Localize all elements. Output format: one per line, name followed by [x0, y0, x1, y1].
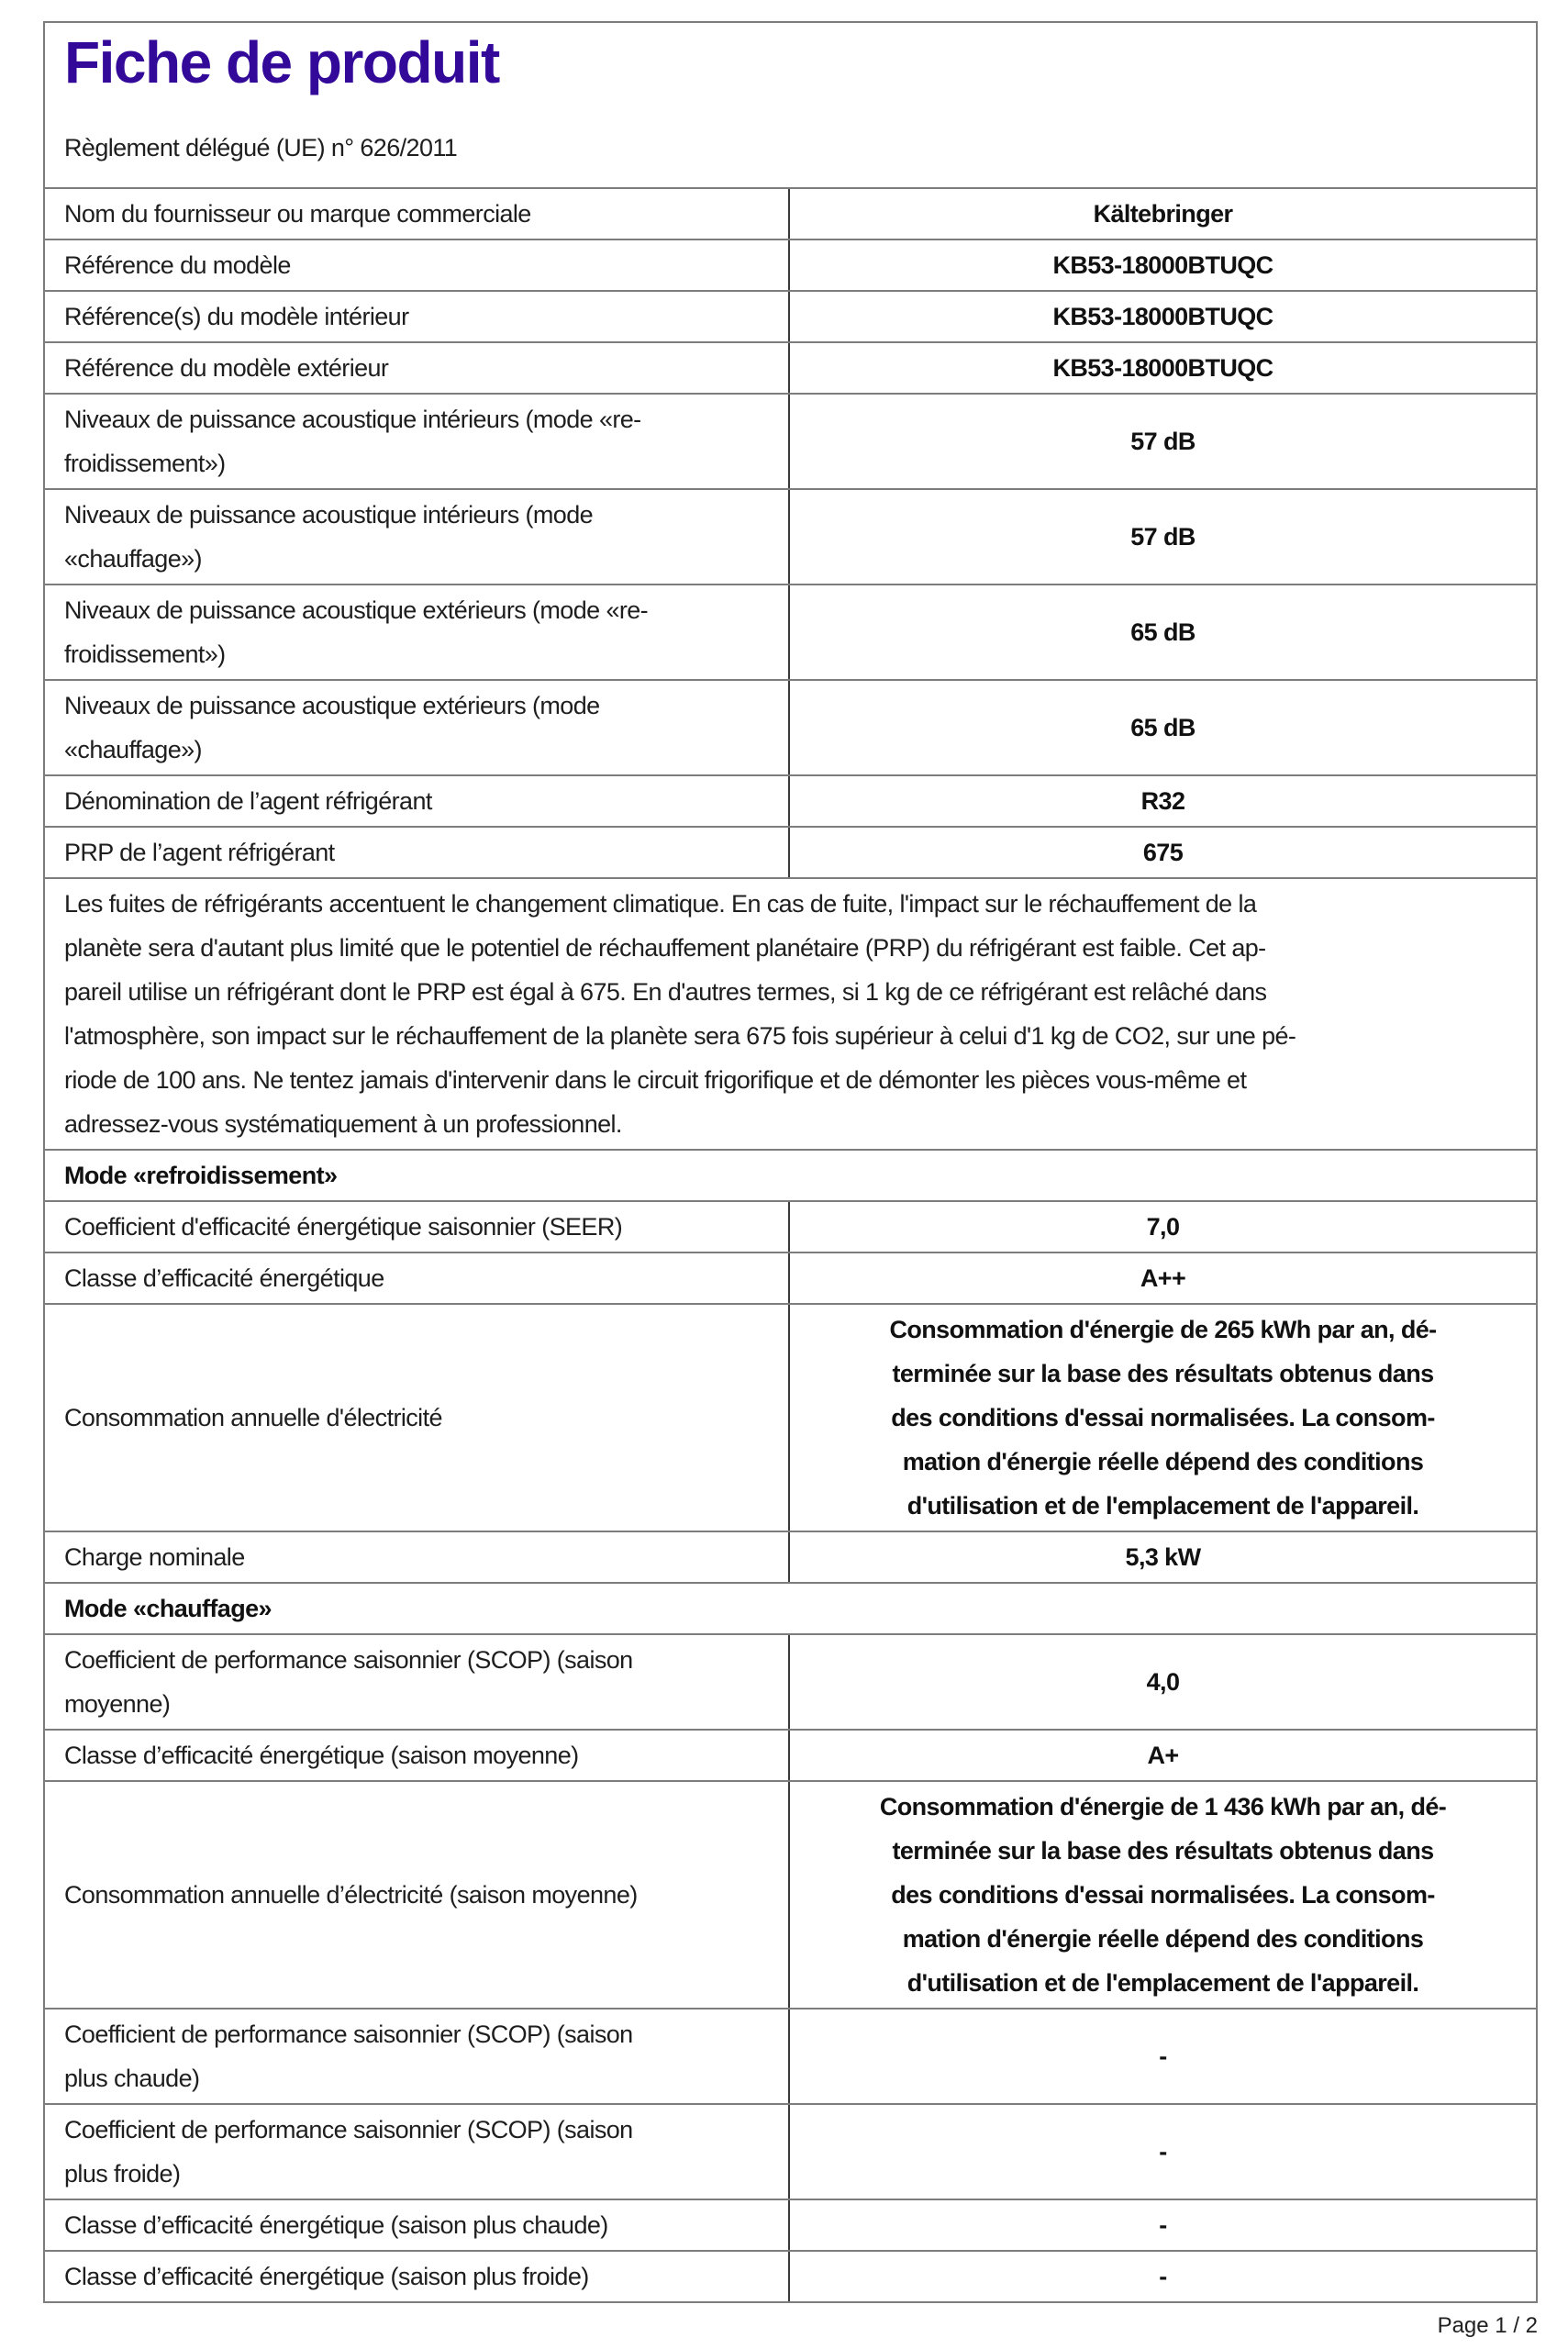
label-scop-warmer: Coefficient de performance saisonnier (SCOP) (saison plus chaude)	[45, 2009, 790, 2103]
label-refrigerant-name: Dénomination de l’agent réfrigérant	[45, 776, 790, 826]
label-cooling-annual-consumption: Consommation annuelle d'électricité	[45, 1305, 790, 1531]
row-indoor-model	[45, 290, 1536, 341]
row-rated-capacity	[45, 1531, 1536, 1582]
label-heating-annual-consumption: Consommation annuelle d’électricité (saison moyenne)	[45, 1782, 790, 2008]
value-cooling-annual-consumption: Consommation d'énergie de 265 kWh par an, dé- terminée sur la base des résultats obtenus dans des conditions d'essai normalisées. La consom- mation d'énergie réelle dépend des conditions d'utilisation et de l'emplacement de l'appareil.	[889, 1316, 1437, 1520]
row-refrigerant-notice	[45, 877, 1536, 1149]
row-model-reference	[45, 239, 1536, 290]
value-indoor-sound-cooling: 57 dB	[1130, 428, 1195, 455]
label-seer: Coefficient d'efficacité énergétique saisonnier (SEER)	[45, 1202, 790, 1252]
page-title: Fiche de produit	[64, 29, 499, 95]
row-outdoor-sound-heating	[45, 679, 1536, 774]
section-heading-cooling	[45, 1149, 1536, 1200]
row-scop-average	[45, 1633, 1536, 1729]
value-cooling-energy-class: A++	[1140, 1264, 1186, 1292]
value-supplier: Kältebringer	[1093, 200, 1233, 228]
value-outdoor-model: KB53-18000BTUQC	[1052, 354, 1273, 382]
value-refrigerant-gwp: 675	[1142, 839, 1184, 866]
row-seer	[45, 1200, 1536, 1252]
title-block	[45, 23, 1536, 187]
label-heating-class-colder: Classe d’efficacité énergétique (saison plus froide)	[45, 2252, 790, 2301]
label-scop-colder: Coefficient de performance saisonnier (SCOP) (saison plus froide)	[45, 2105, 790, 2199]
label-model-reference: Référence du modèle	[45, 240, 790, 290]
cooling-mode-heading: Mode «refroidissement»	[64, 1162, 338, 1189]
row-supplier	[45, 187, 1536, 239]
row-heating-class-colder	[45, 2250, 1536, 2301]
row-heating-class-warmer	[45, 2199, 1536, 2250]
label-cooling-energy-class: Classe d’efficacité énergétique	[45, 1253, 790, 1303]
value-model-reference: KB53-18000BTUQC	[1052, 251, 1273, 279]
label-outdoor-sound-cooling: Niveaux de puissance acoustique extérieurs (mode «re- froidissement»)	[45, 585, 790, 679]
label-scop-average: Coefficient de performance saisonnier (SCOP) (saison moyenne)	[45, 1635, 790, 1729]
regulation-reference: Règlement délégué (UE) n° 626/2011	[64, 134, 458, 161]
heating-mode-heading: Mode «chauffage»	[64, 1595, 272, 1622]
label-indoor-sound-cooling: Niveaux de puissance acoustique intérieurs (mode «re- froidissement»)	[45, 395, 790, 488]
row-indoor-sound-cooling	[45, 393, 1536, 488]
value-heating-annual-consumption: Consommation d'énergie de 1 436 kWh par an, dé- terminée sur la base des résultats obtenus dans des conditions d'essai normalisées. La consom- mation d'énergie réelle dépend des conditions d'utilisation et de l'emplacement de l'appareil.	[879, 1793, 1447, 1997]
value-outdoor-sound-cooling: 65 dB	[1130, 618, 1195, 646]
refrigerant-notice-paragraph: Les fuites de réfrigérants accentuent le changement climatique. En cas de fuite, l'impact sur le réchauffement de la planète sera d'autant plus limité que le potentiel de réchauffement planétaire (PRP) du réfrigérant est faible. Cet ap- pareil utilise un réfrigérant dont le PRP est égal à 675. En d'autres termes, si 1 kg de ce réfrigérant est relâché dans l'atmosphère, son impact sur le réchauffement de la planète sera 675 fois supérieur à celui d'1 kg de CO2, sur une pé- riode de 100 ans. Ne tentez jamais d'intervenir dans le circuit frigorifique et de démonter les pièces vous-même et adressez-vous systématiquement à un professionnel.	[64, 890, 1296, 1138]
label-heating-class-warmer: Classe d’efficacité énergétique (saison plus chaude)	[45, 2200, 790, 2250]
page-number: Page 1 / 2	[1437, 2313, 1538, 2338]
value-heating-class-colder: -	[1159, 2263, 1167, 2290]
row-cooling-annual-consumption	[45, 1303, 1536, 1531]
value-heating-class-warmer: -	[1159, 2211, 1167, 2239]
value-scop-average: 4,0	[1146, 1668, 1180, 1696]
label-refrigerant-gwp: PRP de l’agent réfrigérant	[45, 828, 790, 877]
row-heating-class-average	[45, 1729, 1536, 1780]
row-cooling-energy-class	[45, 1252, 1536, 1303]
value-seer: 7,0	[1146, 1213, 1180, 1241]
label-indoor-model: Référence(s) du modèle intérieur	[45, 292, 790, 341]
value-rated-capacity: 5,3 kW	[1125, 1543, 1201, 1571]
value-scop-warmer: -	[1159, 2043, 1167, 2070]
label-rated-capacity: Charge nominale	[45, 1532, 790, 1582]
label-outdoor-sound-heating: Niveaux de puissance acoustique extérieurs (mode «chauffage»)	[45, 681, 790, 774]
value-scop-colder: -	[1159, 2138, 1167, 2165]
value-indoor-model: KB53-18000BTUQC	[1052, 303, 1273, 330]
label-supplier: Nom du fournisseur ou marque commerciale	[45, 189, 790, 239]
row-indoor-sound-heating	[45, 488, 1536, 584]
value-refrigerant-name: R32	[1140, 787, 1185, 815]
label-outdoor-model: Référence du modèle extérieur	[45, 343, 790, 393]
row-outdoor-model	[45, 341, 1536, 393]
value-outdoor-sound-heating: 65 dB	[1130, 714, 1195, 741]
value-indoor-sound-heating: 57 dB	[1130, 523, 1195, 551]
row-scop-colder	[45, 2103, 1536, 2199]
section-heading-heating	[45, 1582, 1536, 1633]
row-outdoor-sound-cooling	[45, 584, 1536, 679]
row-refrigerant-name	[45, 774, 1536, 826]
row-heating-annual-consumption	[45, 1780, 1536, 2008]
label-heating-class-average: Classe d’efficacité énergétique (saison moyenne)	[45, 1731, 790, 1780]
product-sheet-table	[43, 21, 1538, 2303]
value-heating-class-average: A+	[1147, 1742, 1179, 1769]
row-refrigerant-gwp	[45, 826, 1536, 877]
label-indoor-sound-heating: Niveaux de puissance acoustique intérieurs (mode «chauffage»)	[45, 490, 790, 584]
row-scop-warmer	[45, 2008, 1536, 2103]
